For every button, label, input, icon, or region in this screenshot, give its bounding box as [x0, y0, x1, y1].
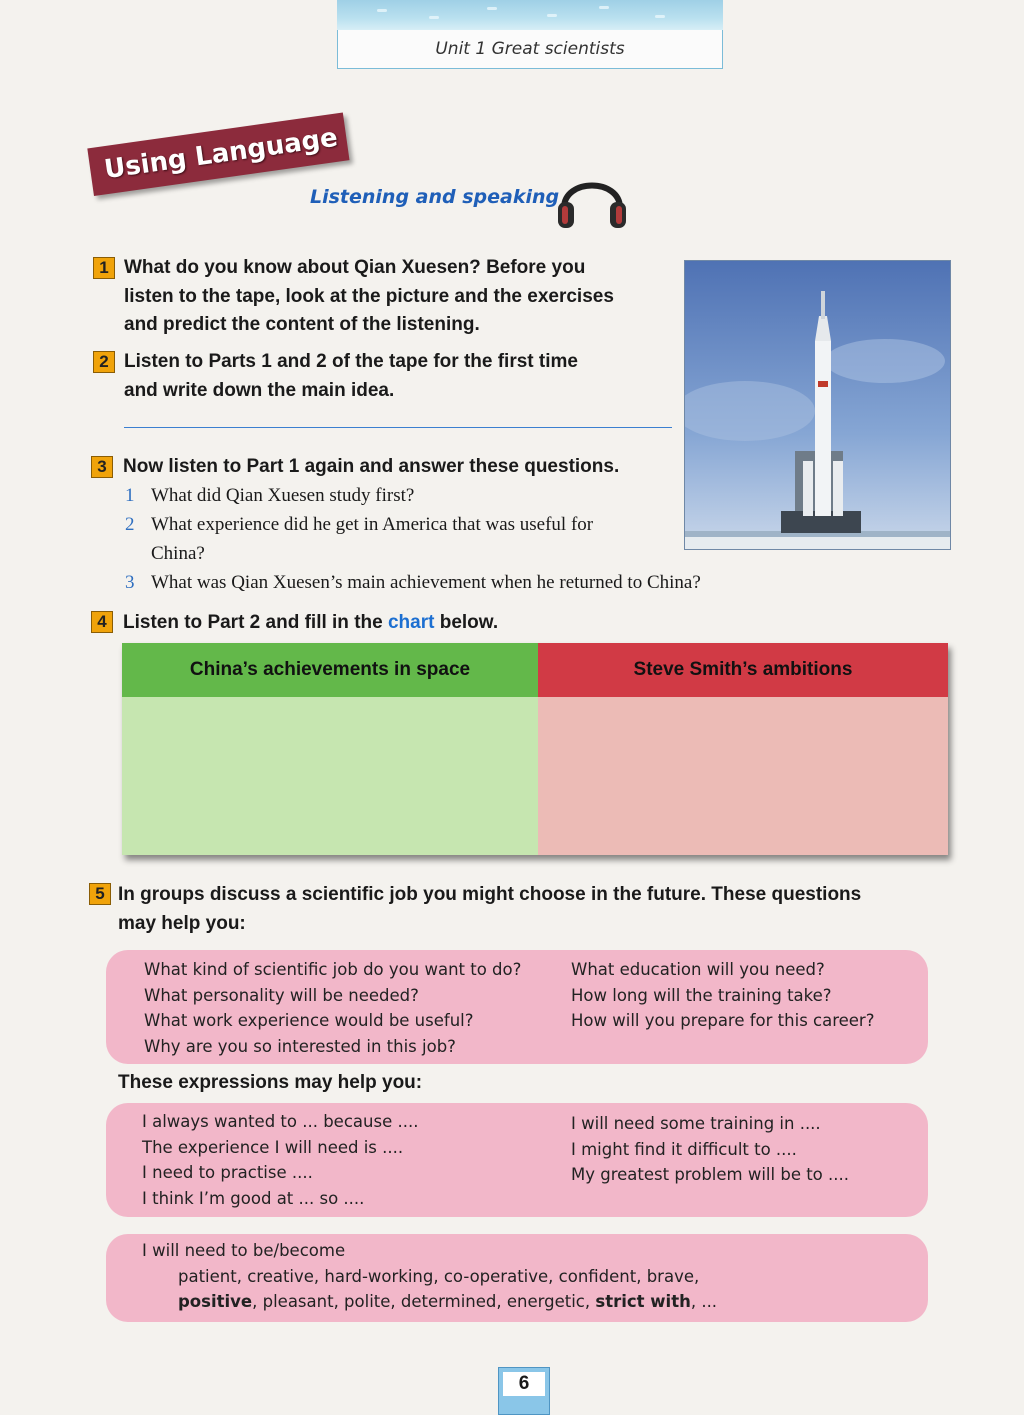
discussion-question: What education will you need?	[571, 960, 825, 979]
question-item	[125, 568, 701, 597]
expression-item: My greatest problem will be to ....	[571, 1165, 850, 1184]
discussion-left-column	[144, 957, 521, 1059]
task-1-text	[124, 254, 614, 340]
question-text: What was Qian Xuesen’s main achievement when he returned to China?	[151, 572, 701, 593]
task-2-line: Listen to Parts 1 and 2 of the tape for the first time	[124, 351, 578, 372]
question-item	[125, 481, 701, 510]
adjectives-intro: I will need to be/become	[142, 1241, 346, 1260]
rocket-launch-photo	[684, 260, 951, 550]
task-number-1: 1	[93, 257, 115, 279]
chart-cell-steve[interactable]	[538, 697, 948, 855]
answer-line[interactable]	[124, 427, 672, 428]
question-continuation: China?	[151, 543, 205, 564]
task-1-line: and predict the content of the listening.	[124, 314, 480, 335]
unit-title: Unit 1 Great scientists	[337, 30, 723, 69]
page-number: 6	[503, 1372, 545, 1396]
task-1-line: listen to the tape, look at the picture and the exercises	[124, 285, 614, 307]
expression-item: I always wanted to ... because ....	[142, 1112, 419, 1131]
task-number-2: 2	[93, 351, 115, 373]
question-text: What experience did he get in America that was useful for	[151, 514, 594, 535]
task-1-line: What do you know about Qian Xuesen? Before you	[124, 257, 586, 278]
discussion-question: How long will the training take?	[571, 985, 832, 1005]
task-4-text	[123, 609, 498, 638]
question-item	[125, 510, 701, 539]
question-number: 1	[125, 485, 135, 506]
adjectives-text: , ...	[690, 1292, 718, 1311]
question-number: 3	[125, 572, 135, 593]
headphones-icon	[556, 168, 628, 230]
expression-item: I need to practise ....	[142, 1163, 313, 1182]
adjectives-text: , pleasant, polite, determined, energetic,	[252, 1292, 596, 1311]
adjective-bold: strict with	[595, 1292, 691, 1311]
task-5-line: may help you:	[118, 912, 246, 934]
task-2-line: and write down the main idea.	[124, 379, 395, 401]
task-number-5: 5	[89, 883, 111, 905]
task-number-4: 4	[91, 611, 113, 633]
expression-item: I might find it difficult to ....	[571, 1139, 797, 1159]
task-3-text: Now listen to Part 1 again and answer these questions.	[123, 456, 620, 477]
task-number-3: 3	[91, 456, 113, 478]
discussion-questions-box	[106, 950, 928, 1064]
expression-item: The experience I will need is ....	[142, 1137, 404, 1157]
chart-header-steve: Steve Smith’s ambitions	[538, 643, 948, 697]
expressions-heading: These expressions may help you:	[118, 1072, 423, 1093]
adjectives-line-2	[178, 1289, 717, 1315]
expression-item: I will need some training in ....	[571, 1114, 821, 1133]
fill-in-chart	[122, 643, 948, 855]
expressions-right-column	[571, 1111, 849, 1188]
section-banner: Using Language	[87, 113, 349, 196]
section-subtitle: Listening and speaking	[310, 186, 560, 208]
discussion-question: How will you prepare for this career?	[571, 1011, 875, 1030]
expression-item: I think I’m good at ... so ....	[142, 1188, 365, 1208]
task-5-line: In groups discuss a scientific job you might choose in the future. These questions	[118, 884, 862, 905]
adjective-bold: positive	[178, 1292, 253, 1311]
header-sky-strip	[337, 0, 723, 30]
discussion-question: Why are you so interested in this job?	[144, 1036, 456, 1056]
question-text: What did Qian Xuesen study first?	[151, 485, 415, 506]
chart-link: chart	[387, 612, 435, 633]
expressions-box	[106, 1103, 928, 1217]
question-number: 2	[125, 514, 135, 535]
discussion-question: What kind of scientific job do you want to do?	[144, 960, 522, 979]
adjectives-box	[106, 1234, 928, 1322]
task-2-text	[124, 348, 578, 405]
task-5-text	[118, 881, 861, 938]
task-4-text-part: below.	[434, 612, 499, 633]
discussion-right-column	[571, 957, 874, 1034]
discussion-question: What work experience would be useful?	[144, 1011, 474, 1030]
expressions-left-column	[142, 1109, 418, 1211]
task-4-text-part: Listen to Part 2 and fill in the	[123, 612, 388, 633]
adjectives-line-1: patient, creative, hard-working, co-operative, confident, brave,	[178, 1267, 700, 1286]
question-list	[125, 481, 701, 597]
chart-cell-china[interactable]	[122, 697, 538, 855]
discussion-question: What personality will be needed?	[144, 985, 419, 1005]
chart-header-china: China’s achievements in space	[122, 643, 538, 697]
page-number-tab	[498, 1367, 550, 1415]
